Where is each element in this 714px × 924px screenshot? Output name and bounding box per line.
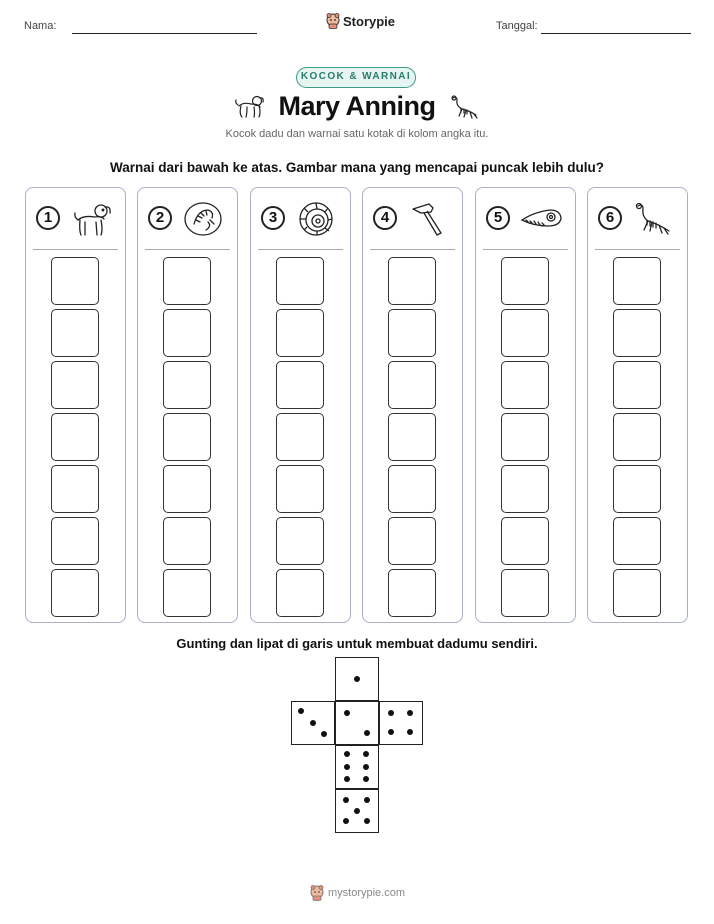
brand-logo xyxy=(326,13,395,29)
color-box[interactable] xyxy=(501,517,549,565)
dice-pip xyxy=(407,710,413,716)
column-number: 5 xyxy=(486,206,510,230)
color-box[interactable] xyxy=(388,361,436,409)
color-box[interactable] xyxy=(501,413,549,461)
column-divider xyxy=(483,249,568,250)
color-box[interactable] xyxy=(163,413,211,461)
column-header xyxy=(596,200,679,240)
column-number: 3 xyxy=(261,206,285,230)
color-box[interactable] xyxy=(51,569,99,617)
color-box[interactable] xyxy=(163,569,211,617)
color-box[interactable] xyxy=(276,517,324,565)
column-divider xyxy=(33,249,118,250)
column-number: 6 xyxy=(598,206,622,230)
color-box[interactable] xyxy=(501,465,549,513)
fossil-stone-icon xyxy=(182,200,224,238)
plesiosaur-icon xyxy=(448,94,480,120)
column-divider xyxy=(595,249,680,250)
dice-pip xyxy=(344,764,350,770)
storypie-mascot-icon xyxy=(310,885,324,901)
dice-pip xyxy=(344,776,350,782)
dice-pip xyxy=(343,818,349,824)
color-box[interactable] xyxy=(501,569,549,617)
dice-pip xyxy=(364,818,370,824)
dice-pip xyxy=(354,808,360,814)
activity-badge: KOCOK & WARNAI xyxy=(296,67,416,88)
dice-pip xyxy=(363,776,369,782)
color-box[interactable] xyxy=(388,517,436,565)
color-box[interactable] xyxy=(163,361,211,409)
color-box[interactable] xyxy=(613,309,661,357)
dice-pip xyxy=(354,676,360,682)
name-label: Nama: xyxy=(24,20,57,32)
color-box[interactable] xyxy=(501,257,549,305)
column-number: 1 xyxy=(36,206,60,230)
column-number: 2 xyxy=(148,206,172,230)
dice-pip xyxy=(364,730,370,736)
dice-face-5 xyxy=(335,789,379,833)
dice-pip xyxy=(388,710,394,716)
color-box[interactable] xyxy=(163,517,211,565)
color-box[interactable] xyxy=(613,257,661,305)
color-box[interactable] xyxy=(276,465,324,513)
dice-pip xyxy=(344,751,350,757)
color-box[interactable] xyxy=(51,465,99,513)
date-label: Tanggal: xyxy=(496,20,538,32)
brand-name: Storypie xyxy=(343,13,396,29)
coloring-instruction: Warnai dari bawah ke atas. Gambar mana yang mencapai puncak lebih dulu? xyxy=(110,160,604,175)
color-box[interactable] xyxy=(388,257,436,305)
dice-face-6 xyxy=(335,745,379,789)
color-box[interactable] xyxy=(388,413,436,461)
dice-pip xyxy=(407,729,413,735)
color-box[interactable] xyxy=(501,361,549,409)
date-line[interactable] xyxy=(541,33,691,34)
color-box[interactable] xyxy=(51,361,99,409)
dice-column-5 xyxy=(475,187,576,623)
dice-face-2 xyxy=(335,701,379,745)
color-box[interactable] xyxy=(388,309,436,357)
footer xyxy=(310,885,405,901)
color-box[interactable] xyxy=(276,361,324,409)
color-box[interactable] xyxy=(163,465,211,513)
ichthyosaur-skull-icon xyxy=(520,200,562,238)
color-box[interactable] xyxy=(276,309,324,357)
color-box[interactable] xyxy=(613,465,661,513)
color-box[interactable] xyxy=(276,257,324,305)
color-box[interactable] xyxy=(276,569,324,617)
dice-pip xyxy=(343,797,349,803)
footer-url[interactable]: mystorypie.com xyxy=(328,887,406,899)
color-box[interactable] xyxy=(501,309,549,357)
color-box[interactable] xyxy=(163,309,211,357)
dice-pip xyxy=(388,729,394,735)
dice-column-6 xyxy=(587,187,688,623)
column-header xyxy=(484,200,567,240)
color-box[interactable] xyxy=(613,517,661,565)
plesiosaur-skeleton-icon xyxy=(632,200,674,238)
storypie-mascot-icon xyxy=(326,13,340,29)
dice-pip xyxy=(310,720,316,726)
dice-column-3 xyxy=(250,187,351,623)
column-number: 4 xyxy=(373,206,397,230)
ammonite-icon xyxy=(295,200,337,238)
dice-column-4 xyxy=(362,187,463,623)
dice-pip xyxy=(298,708,304,714)
dice-face-4 xyxy=(379,701,423,745)
column-header xyxy=(371,200,454,240)
color-box[interactable] xyxy=(388,465,436,513)
color-box[interactable] xyxy=(51,257,99,305)
color-box[interactable] xyxy=(51,309,99,357)
dice-face-3 xyxy=(291,701,335,745)
column-divider xyxy=(370,249,455,250)
dice-pip xyxy=(344,710,350,716)
color-box[interactable] xyxy=(276,413,324,461)
color-box[interactable] xyxy=(388,569,436,617)
color-box[interactable] xyxy=(613,361,661,409)
worksheet-title: Mary Anning xyxy=(278,91,436,121)
color-box[interactable] xyxy=(613,413,661,461)
color-box[interactable] xyxy=(163,257,211,305)
dice-pip xyxy=(363,764,369,770)
hammer-icon xyxy=(407,200,449,238)
column-header xyxy=(146,200,229,240)
name-line[interactable] xyxy=(72,33,257,34)
dice-column-2 xyxy=(137,187,238,623)
column-divider xyxy=(145,249,230,250)
dice-face-1 xyxy=(335,657,379,701)
color-box[interactable] xyxy=(51,517,99,565)
dice-pip xyxy=(363,751,369,757)
color-box[interactable] xyxy=(51,413,99,461)
dice-pip xyxy=(364,797,370,803)
column-divider xyxy=(258,249,343,250)
color-box[interactable] xyxy=(613,569,661,617)
dog-icon xyxy=(70,200,112,238)
cut-instruction: Gunting dan lipat di garis untuk membuat dadumu sendiri. xyxy=(176,636,538,651)
worksheet-subtitle: Kocok dadu dan warnai satu kotak di kolom angka itu. xyxy=(225,128,489,140)
dice-column-1 xyxy=(25,187,126,623)
column-header xyxy=(34,200,117,240)
dice-pip xyxy=(321,731,327,737)
column-header xyxy=(259,200,342,240)
